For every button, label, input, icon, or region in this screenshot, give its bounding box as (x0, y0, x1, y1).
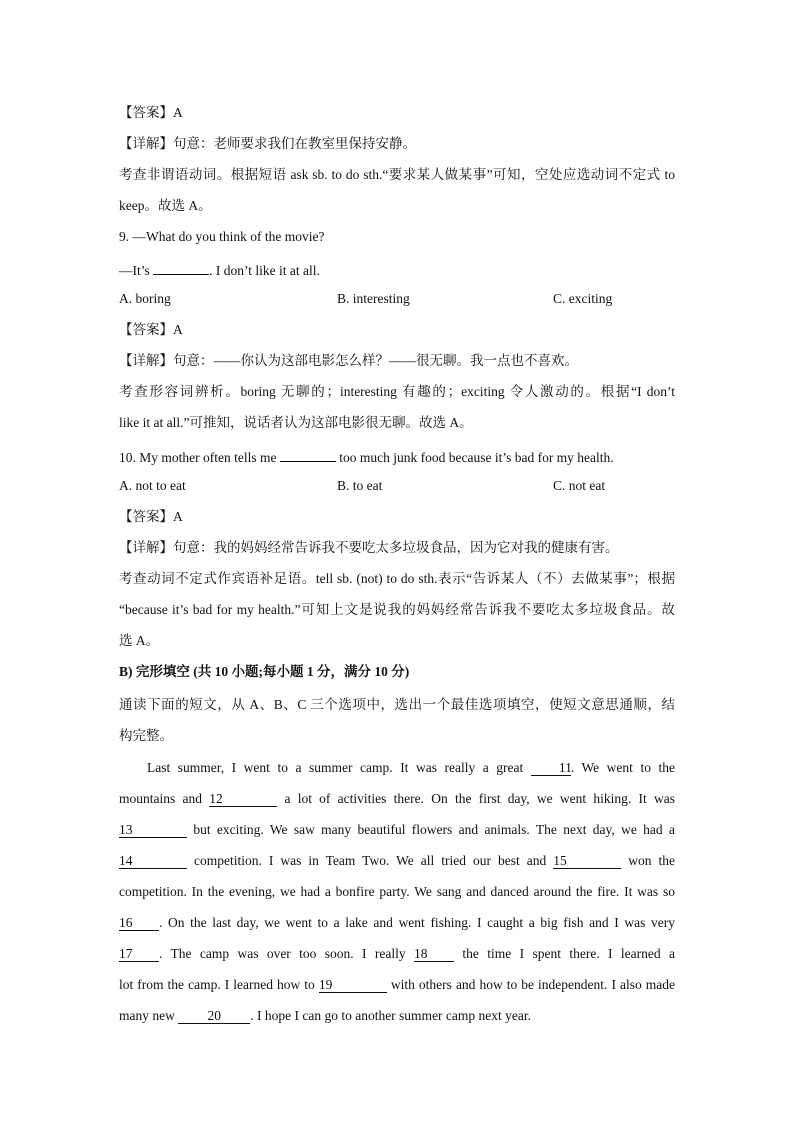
section-b-title: B) 完形填空 (共 10 小题;每小题 1 分，满分 10 分) (119, 664, 410, 679)
q9-option-b: B. interesting (337, 291, 410, 306)
q9-detail: 【详解】句意：——你认为这部电影怎么样？——很无聊。我一点也不喜欢。 (119, 353, 578, 368)
q8-answer: 【答案】A (119, 105, 183, 120)
blank-17: 17 (119, 946, 159, 962)
blank-20: 20 (178, 1008, 250, 1024)
q10-answer: 【答案】A (119, 509, 183, 524)
q9-answer: 【答案】A (119, 322, 183, 337)
blank-12: 12 (209, 791, 277, 807)
blank-18: 18 (414, 946, 454, 962)
passage-text: with others and how to be independent. I also made (386, 977, 675, 992)
passage-text: many new (119, 1008, 179, 1023)
q9-stem-line-2 (119, 259, 675, 277)
blank-14: 14 (119, 853, 187, 869)
q10-stem (119, 446, 675, 464)
blank-19: 19 (319, 977, 387, 993)
passage-text: won the (621, 853, 675, 868)
passage-text: mountains and (119, 791, 210, 806)
q10-option-c: C. not eat (553, 478, 606, 493)
q9-stem-line-1: 9. —What do you think of the movie? (119, 229, 325, 244)
q8-analysis-line-2: keep。故选 A。 (119, 198, 212, 213)
passage-line-9 (119, 1007, 675, 1025)
passage-text: a lot of activities there. On the first day, we went hiking. It was (277, 791, 675, 806)
passage-text: but exciting. We saw many beautiful flowers and animals. The next day, we had a (187, 822, 675, 837)
passage-text: Last summer, I went to a summer camp. It was really a great (147, 760, 531, 775)
q8-analysis-line-1: 考查非谓语动词。根据短语 ask sb. to do sth.“要求某人做某事”可知，空处应选动词不定式 to (119, 167, 675, 182)
q9-stem-text-a: —It’s (119, 263, 154, 278)
passage-line-1 (119, 759, 675, 777)
passage-text: lot from the camp. I learned how to (119, 977, 319, 992)
passage-line-6 (119, 914, 675, 932)
q8-detail: 【详解】句意：老师要求我们在教室里保持安静。 (119, 136, 416, 151)
passage-line-5: competition. In the evening, we had a bonfire party. We sang and danced around the fire. It was so (119, 884, 675, 899)
q10-blank (280, 446, 336, 462)
passage-line-4 (119, 852, 675, 870)
q9-option-a: A. boring (119, 291, 171, 306)
section-b-instruction-line-2: 构完整。 (119, 728, 173, 743)
q9-option-c: C. exciting (553, 291, 613, 306)
passage-line-3 (119, 821, 675, 839)
blank-11: 11 (531, 760, 571, 776)
passage-line-7 (119, 945, 675, 963)
passage-text: . The camp was over too soon. I really (159, 946, 415, 961)
q10-stem-text-b: too much junk food because it’s bad for my health. (335, 450, 614, 465)
passage-line-8 (119, 976, 675, 994)
passage-text: . On the last day, we went to a lake and went fishing. I caught a big fish and I was very (159, 915, 675, 930)
passage-text: competition. I was in Team Two. We all tried our best and (187, 853, 554, 868)
q10-analysis-line-1: 考查动词不定式作宾语补足语。tell sb. (not) to do sth.表示“告诉某人（不）去做某事”；根据 (119, 571, 675, 586)
q10-analysis-line-2: “because it’s bad for my health.”可知上文是说我的妈妈经常告诉我不要吃太多垃圾食品。故 (119, 602, 675, 617)
q9-blank (153, 259, 209, 275)
q9-analysis-line-1: 考查形容词辨析。boring 无聊的；interesting 有趣的；exciting 令人激动的。根据“I don’t (119, 384, 675, 399)
q9-analysis-line-2: like it at all.”可推知，说话者认为这部电影很无聊。故选 A。 (119, 415, 473, 430)
passage-line-2 (119, 790, 675, 808)
blank-13: 13 (119, 822, 187, 838)
section-b-instruction-line-1: 通读下面的短文，从 A、B、C 三个选项中，选出一个最佳选项填空，使短文意思通顺，结 (119, 697, 675, 712)
blank-15: 15 (553, 853, 621, 869)
q10-detail: 【详解】句意：我的妈妈经常告诉我不要吃太多垃圾食品，因为它对我的健康有害。 (119, 540, 619, 555)
q9-stem-text-b: . I don’t like it at all. (209, 263, 320, 278)
q10-analysis-line-3: 选 A。 (119, 633, 160, 648)
passage-text: the time I spent there. I learned a (454, 946, 675, 961)
q10-option-a: A. not to eat (119, 478, 186, 493)
q10-option-b: B. to eat (337, 478, 383, 493)
q10-stem-text-a: 10. My mother often tells me (119, 450, 280, 465)
passage-text: . We went to the (570, 760, 675, 775)
passage-text: . I hope I can go to another summer camp next year. (250, 1008, 532, 1023)
blank-16: 16 (119, 915, 159, 931)
